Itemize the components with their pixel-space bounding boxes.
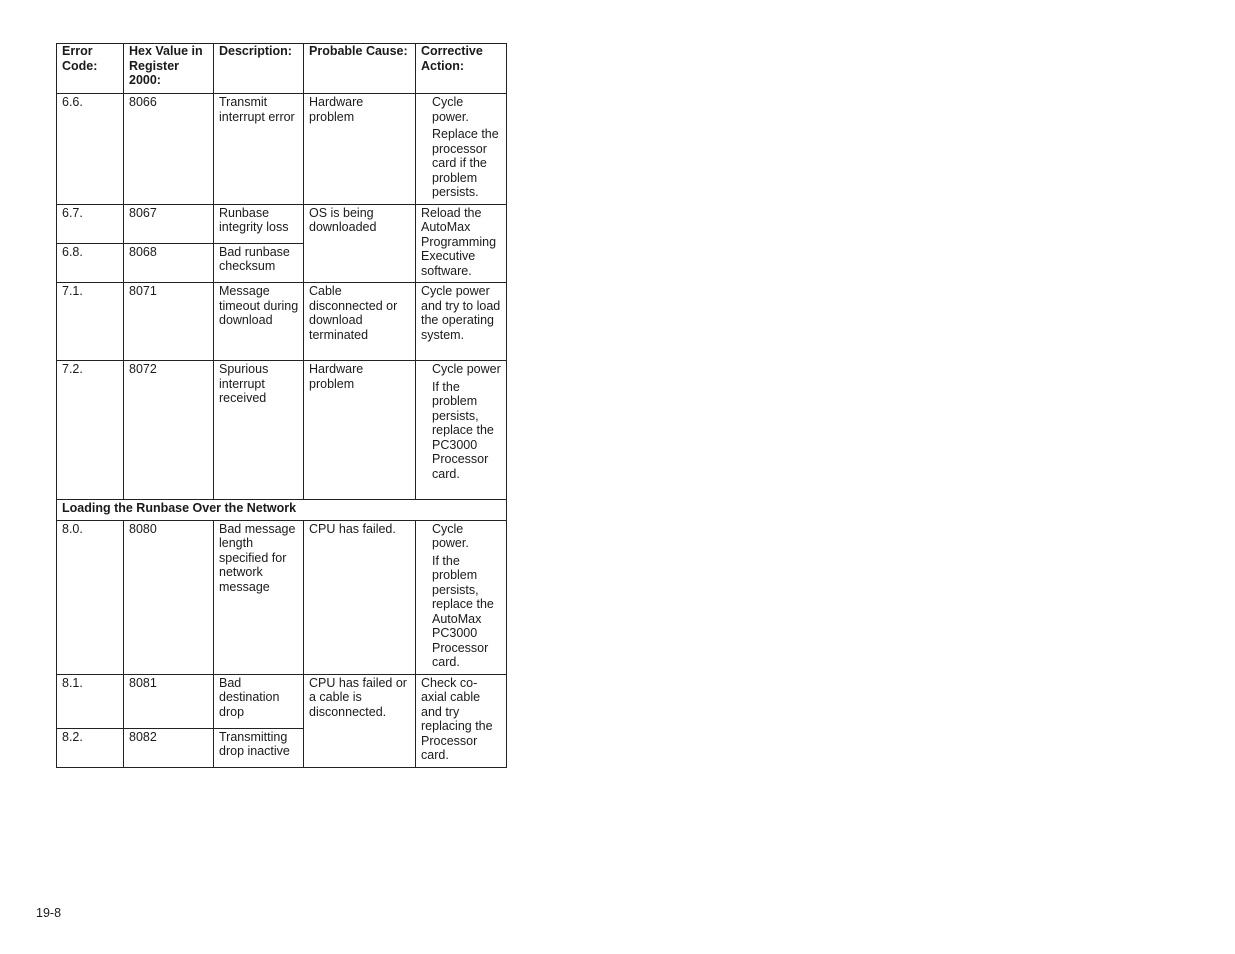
corrective-action	[416, 520, 507, 674]
error-code: 8.2.	[57, 728, 124, 767]
description: Bad message length specified for network message	[214, 520, 304, 674]
table-row	[57, 674, 507, 728]
action-step: Cycle power.	[432, 95, 469, 124]
error-code: 8.1.	[57, 674, 124, 728]
probable-cause: Cable disconnected or download terminated	[304, 283, 416, 361]
action-step: Replace the processor card if the problem persists.	[432, 127, 499, 199]
description: Transmit interrupt error	[214, 94, 304, 205]
probable-cause: CPU has failed or a cable is disconnected.	[304, 674, 416, 767]
hex-value: 8068	[124, 243, 214, 282]
error-code: 6.7.	[57, 204, 124, 243]
header-row	[57, 44, 507, 94]
error-code: 6.6.	[57, 94, 124, 205]
action-step: Cycle power.	[432, 521, 469, 550]
table-row	[57, 520, 507, 674]
hex-value: 8067	[124, 204, 214, 243]
corrective-action: Check co-axial cable and try replacing the Processor card.	[416, 674, 507, 767]
header-hex-value: Hex Value in Register 2000:	[124, 44, 214, 94]
corrective-action: Reload the AutoMax Programming Executive software.	[416, 204, 507, 283]
corrective-action: Cycle power and try to load the operating system.	[416, 283, 507, 361]
error-code-table	[56, 43, 507, 768]
hex-value: 8072	[124, 361, 214, 500]
error-code: 7.1.	[57, 283, 124, 361]
description: Spurious interrupt received	[214, 361, 304, 500]
table-row	[57, 94, 507, 205]
hex-value: 8080	[124, 520, 214, 674]
corrective-action	[416, 94, 507, 205]
action-step: Cycle power	[432, 362, 501, 376]
header-error-code: Error Code:	[57, 44, 124, 94]
probable-cause: Hardware problem	[304, 94, 416, 205]
description: Runbase integrity loss	[214, 204, 304, 243]
hex-value: 8071	[124, 283, 214, 361]
page-number: 19-8	[36, 906, 62, 920]
section-title: Loading the Runbase Over the Network	[57, 500, 507, 521]
description: Bad destination drop	[214, 674, 304, 728]
hex-value: 8082	[124, 728, 214, 767]
table-row	[57, 204, 507, 243]
section-row	[57, 500, 507, 521]
action-step: If the problem persists, replace the PC3000 Processor card.	[432, 379, 494, 481]
header-corrective-action: Corrective Action:	[416, 44, 507, 94]
header-description: Description:	[214, 44, 304, 94]
table-row	[57, 361, 507, 500]
hex-value: 8066	[124, 94, 214, 205]
probable-cause: CPU has failed.	[304, 520, 416, 674]
error-code: 7.2.	[57, 361, 124, 500]
error-code: 8.0.	[57, 520, 124, 674]
header-probable-cause: Probable Cause:	[304, 44, 416, 94]
description: Bad runbase checksum	[214, 243, 304, 282]
hex-value: 8081	[124, 674, 214, 728]
corrective-action	[416, 361, 507, 500]
description: Message timeout during download	[214, 283, 304, 361]
action-step: If the problem persists, replace the AutoMax PC3000 Processor card.	[432, 553, 494, 669]
description: Transmitting drop inactive	[214, 728, 304, 767]
error-code: 6.8.	[57, 243, 124, 282]
probable-cause: OS is being downloaded	[304, 204, 416, 283]
table-row	[57, 283, 507, 361]
probable-cause: Hardware problem	[304, 361, 416, 500]
